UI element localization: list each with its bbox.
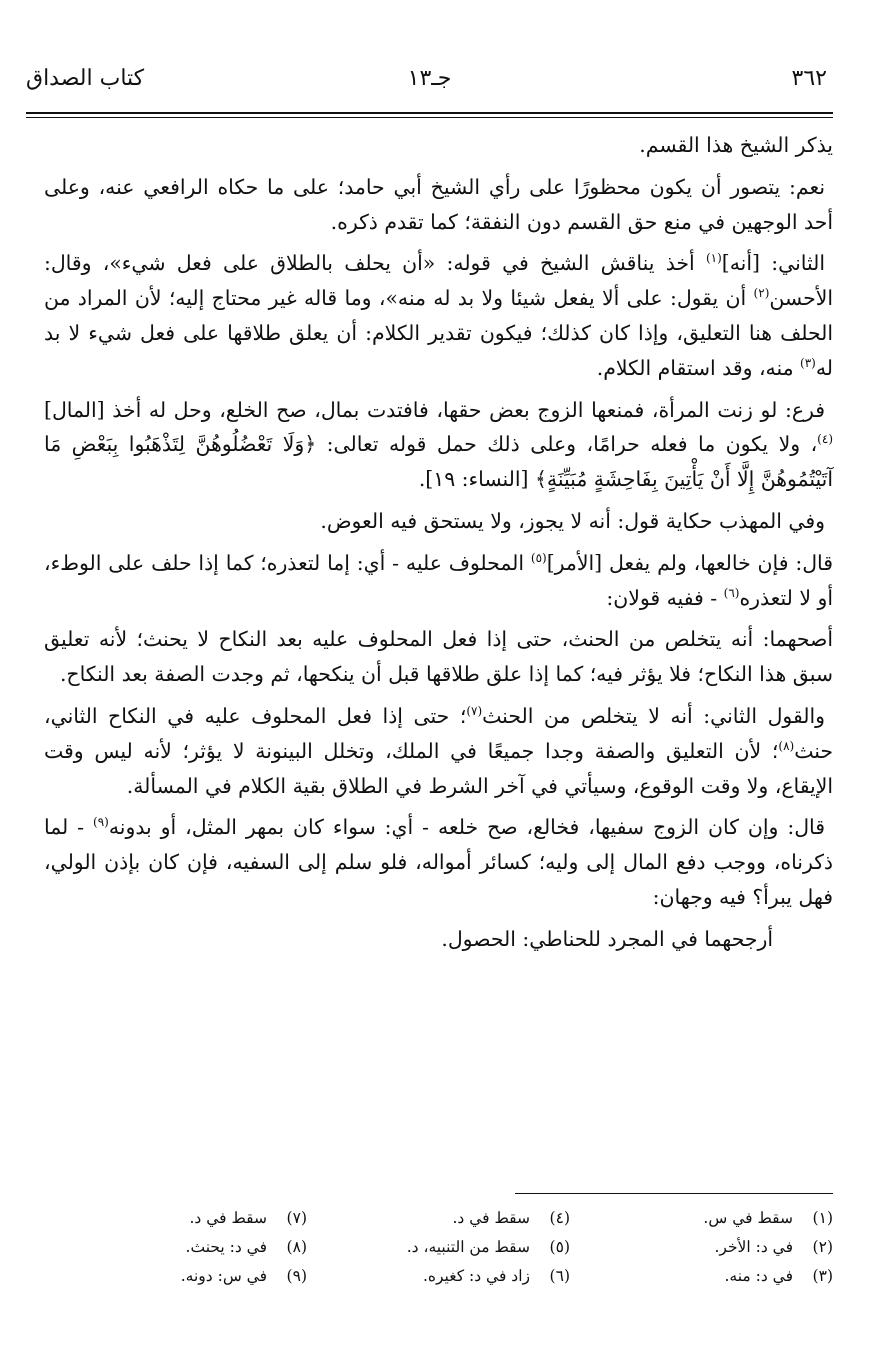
paragraph: أصحهما: أنه يتخلص من الحنث، حتى إذا فعل المحلوف عليه بعد النكاح لا يحنث؛ لأنه تعليق سبق هذا النكاح؛ فلا يؤثر فيه؛ كما إذا علق طلاقها قبل أن ينكحها، ثم وجدت الصفة بعد النكاح. bbox=[44, 627, 833, 687]
footnote-text: في د: الأخر. bbox=[714, 1238, 793, 1256]
footnote-item bbox=[44, 1262, 307, 1291]
quran-verse: ، ولا يكون ما فعله حرامًا، وعلى ذلك حمل قوله تعالى: ﴿وَلَا تَعْضُلُوهُنَّ لِتَذْهَبُوا بِبَعْضِ مَا آتَيْتُمُوهُنَّ إِلَّا أَنْ يَأْتِينَ بِفَاحِشَةٍ مُبَيِّنَةٍ﴾ [النساء: ١٩]. bbox=[44, 432, 833, 492]
page-header bbox=[26, 66, 833, 106]
volume-label: جـ١٣ bbox=[407, 66, 452, 91]
footnote-ref: (٨) bbox=[778, 738, 795, 753]
footnote-separator bbox=[515, 1193, 833, 1194]
footnote-number: (٣) bbox=[812, 1267, 833, 1285]
footnote-text: سقط في د. bbox=[452, 1209, 530, 1227]
footnotes bbox=[44, 1204, 833, 1291]
paragraph: قال: وإن كان الزوج سفيها، فخالع، صح خلعه - أي: سواء كان بمهر المثل، أو بدونه$^{(٩)}$ - لما ذكرناه، ووجب دفع المال إلى وليه؛ كسائر أمواله، فلو سلم إلى السفيه، فإن كان بإذن الولي، فهل يبرأ؟ فيه وجهان: bbox=[44, 815, 833, 909]
paragraph: أرجحهما في المجرد للحناطي: الحصول. bbox=[441, 926, 773, 951]
footnote-item bbox=[570, 1233, 833, 1262]
footnote-ref: (٧) bbox=[466, 704, 483, 719]
book-title: كتاب الصداق bbox=[26, 66, 145, 91]
paragraph: قال: فإن خالعها، ولم يفعل [الأمر]$^{(٥)}$ المحلوف عليه - أي: إما لتعذره؛ كما إذا حلف على الوطء، أو لا لتعذره$^{(٦)}$ - ففيه قولان: bbox=[44, 550, 833, 610]
footnote-number: (٥) bbox=[549, 1238, 570, 1256]
paragraph: وفي المهذب حكاية قول: أنه لا يجوز، ولا يستحق فيه العوض. bbox=[320, 508, 825, 533]
paragraph: فرع: لو زنت المرأة، فمنعها الزوج بعض حقها، فافتدت بمال، صح الخلع، وحل له أخذ [المال]$^{(٤)}$، ولا يكون ما فعله حرامًا، وعلى ذلك حمل قوله تعالى: ﴿وَلَا تَعْضُلُوهُنَّ لِتَذْهَبُوا بِبَعْضِ مَا آتَيْتُمُوهُنَّ إِلَّا أَنْ يَأْتِينَ بِفَاحِشَةٍ مُبَيِّنَةٍ﴾ [النساء: ١٩]. bbox=[44, 397, 833, 492]
footnote-ref: (٩) bbox=[93, 815, 109, 830]
footnote-number: (٤) bbox=[549, 1209, 570, 1227]
footnote-ref: (٤) bbox=[817, 432, 833, 447]
footnote-number: (٩) bbox=[286, 1267, 307, 1285]
footnote-item bbox=[307, 1262, 570, 1291]
paragraph: والقول الثاني: أنه لا يتخلص من الحنث$^{(٧)}$؛ حتى إذا فعل المحلوف عليه في النكاح الثاني، حنث$^{(٨)}$؛ لأن التعليق والصفة وجدا جميعًا في الملك، وتخلل البينونة لا يؤثر؛ لأنه ليس وقت الإيقاع، ولا وقت الوقوع، وسيأتي في آخر الشرط في الطلاق بقية الكلام في المسألة. bbox=[44, 703, 833, 798]
header-rule-thin bbox=[26, 117, 833, 118]
header-rule-thick bbox=[26, 112, 833, 114]
footnote-item bbox=[44, 1233, 307, 1262]
paragraph: الثاني: [أنه]$^{(١)}$ أخذ يناقش الشيخ في قوله: «أن يحلف بالطلاق على فعل شيء»، وقال: الأحسن$^{(٢)}$ أن يقول: على ألا يفعل شيئا ولا بد له منه»، وما قاله غير محتاج إليه؛ لأن المراد من الحلف هنا التعليق، وإذا كان كذلك؛ فيكون تقدير الكلام: أن يعلق طلاقها على فعل شيء لا بد له$^{(٣)}$ منه، وقد استقام الكلام. bbox=[44, 251, 833, 380]
footnote-item bbox=[44, 1204, 307, 1233]
footnote-ref: (٢) bbox=[753, 286, 770, 301]
page-number: ٣٦٢ bbox=[791, 66, 827, 91]
footnote-number: (٧) bbox=[286, 1209, 307, 1227]
footnote-number: (١) bbox=[812, 1209, 833, 1227]
footnote-number: (٢) bbox=[812, 1238, 833, 1256]
paragraph: يذكر الشيخ هذا القسم. bbox=[639, 133, 833, 157]
footnote-ref: (٦) bbox=[723, 585, 740, 600]
main-text bbox=[44, 128, 833, 964]
footnote-text: سقط في د. bbox=[189, 1209, 267, 1227]
footnote-text: في د: منه. bbox=[724, 1267, 793, 1285]
footnote-item bbox=[570, 1204, 833, 1233]
footnote-number: (٦) bbox=[549, 1267, 570, 1285]
paragraph: نعم: يتصور أن يكون محظورًا على رأي الشيخ أبي حامد؛ على ما حكاه الرافعي عنه، وعلى أحد الوجهين في منع حق القسم دون النفقة؛ كما تقدم ذكره. bbox=[44, 174, 833, 234]
footnote-text: سقط من التنبيه، د. bbox=[406, 1238, 530, 1256]
footnote-number: (٨) bbox=[286, 1238, 307, 1256]
footnote-item bbox=[307, 1204, 570, 1233]
footnote-item bbox=[570, 1262, 833, 1291]
footnote-text: في د: يحنث. bbox=[185, 1238, 267, 1256]
footnote-item bbox=[307, 1233, 570, 1262]
footnote-ref: (٣) bbox=[800, 355, 816, 370]
footnote-text: سقط في س. bbox=[703, 1209, 793, 1227]
footnote-ref: (١) bbox=[705, 251, 722, 266]
footnote-ref: (٥) bbox=[530, 550, 547, 565]
footnote-text: في س: دونه. bbox=[180, 1267, 267, 1285]
footnote-text: زاد في د: كغيره. bbox=[422, 1267, 530, 1285]
